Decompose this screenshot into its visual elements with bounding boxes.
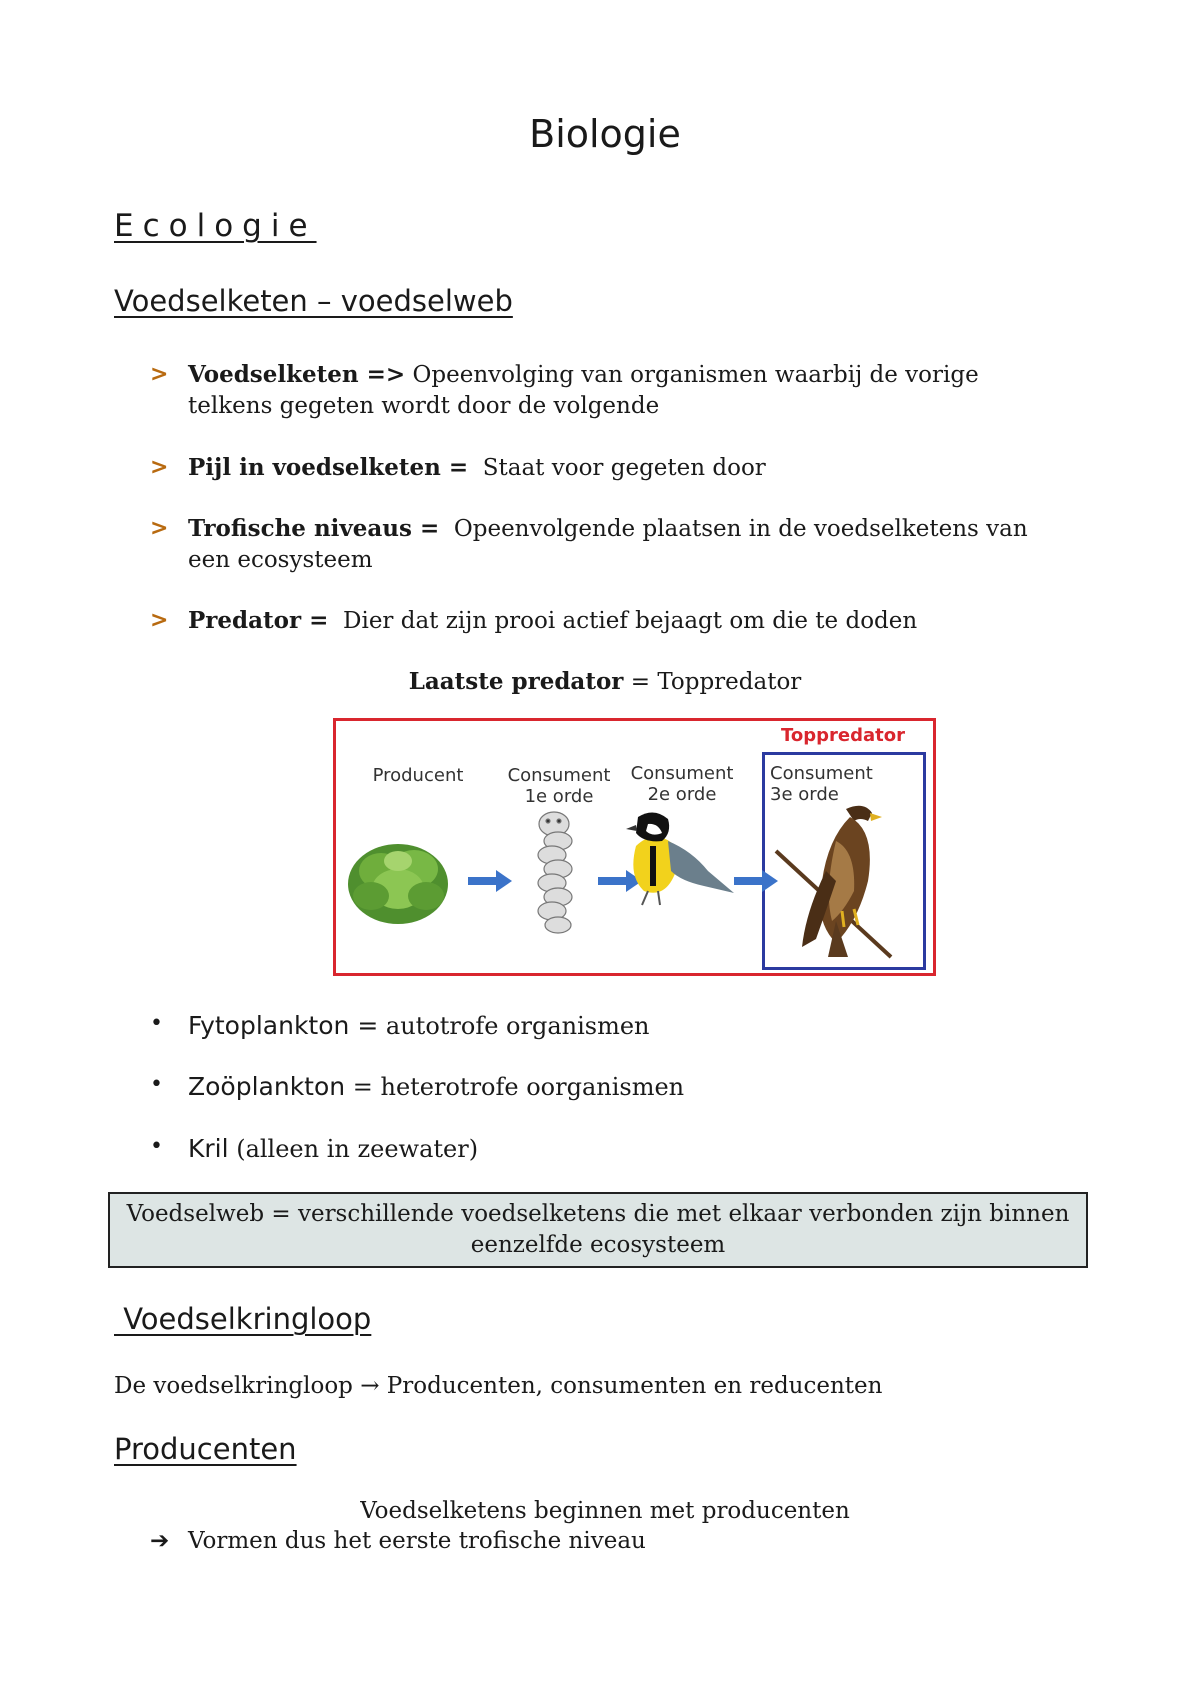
figure-top-label: Toppredator <box>781 725 905 746</box>
heading-voedselketen: Voedselketen – voedselweb <box>114 284 513 318</box>
plankton-term: Fytoplankton = <box>188 1011 379 1040</box>
lettuce-icon <box>348 844 448 924</box>
food-chain-drawing <box>336 721 933 973</box>
definition-text <box>188 452 1058 484</box>
stage-label: Consument 3e orde <box>770 763 873 805</box>
definition-text <box>188 513 1058 576</box>
plankton-term: Kril <box>188 1134 229 1163</box>
definition-text <box>188 359 1058 422</box>
arrow-right-icon <box>734 870 778 892</box>
plankton-text: (alleen in zeewater) <box>228 1135 479 1163</box>
chevron-right-icon: > <box>150 455 169 480</box>
stage-label: Producent <box>372 765 464 786</box>
plankton-text: = heterotrofe oorganismen <box>345 1073 685 1101</box>
definition-term: Pijl in voedselketen = <box>188 454 469 481</box>
top-predator-line <box>0 668 1200 695</box>
cycle-paragraph: De voedselkringloop → Producenten, consumenten en reducenten <box>114 1373 883 1399</box>
foodweb-definition-box: Voedselweb = verschillende voedselketens die met elkaar verbonden zijn binnen eenzelfde ecosysteem <box>108 1192 1088 1268</box>
bullet-icon: • <box>150 1134 163 1159</box>
food-chain-figure <box>333 718 936 976</box>
arrow-right-icon <box>468 870 512 892</box>
heading-voedselkringloop: Voedselkringloop <box>114 1302 372 1336</box>
bullet-icon: • <box>150 1072 163 1097</box>
great-tit-icon <box>626 812 734 905</box>
heading-producenten: Producenten <box>114 1432 297 1466</box>
plankton-term: Zoöplankton <box>188 1072 346 1101</box>
definition-body: Staat voor gegeten door <box>468 455 766 481</box>
arrow-right-icon: ➔ <box>150 1528 170 1554</box>
top-predator-text: = Toppredator <box>623 669 802 695</box>
buzzard-icon <box>776 806 891 957</box>
stage-label: Consument 2e orde <box>630 763 734 805</box>
plankton-text: autotrofe organismen <box>378 1012 650 1040</box>
definition-text <box>188 605 1058 637</box>
top-predator-term: Laatste predator <box>408 668 624 695</box>
definition-body: Dier dat zijn prooi actief bejaagt om die te doden <box>328 608 918 634</box>
definition-body: Opeenvolgende plaatsen in de voedselketens van een ecosysteem <box>188 516 1035 573</box>
producers-arrow-text: Vormen dus het eerste trofische niveau <box>188 1528 646 1554</box>
definition-body: Opeenvolging van organismen waarbij de vorige telkens gegeten wordt door de volgende <box>188 362 979 419</box>
definition-term: Trofische niveaus = <box>188 515 440 542</box>
definition-term: Predator = <box>188 607 329 634</box>
chevron-right-icon: > <box>150 362 169 387</box>
producers-line: Voedselketens beginnen met producenten <box>360 1498 850 1524</box>
stage-label: Consument 1e orde <box>507 765 611 807</box>
chevron-right-icon: > <box>150 516 169 541</box>
definition-term: Voedselketen => <box>188 361 406 388</box>
bullet-icon: • <box>150 1011 163 1036</box>
section-heading-ecologie: Ecologie <box>114 208 317 244</box>
document-title: Biologie <box>529 112 681 156</box>
chevron-right-icon: > <box>150 608 169 633</box>
caterpillar-icon <box>538 812 572 933</box>
